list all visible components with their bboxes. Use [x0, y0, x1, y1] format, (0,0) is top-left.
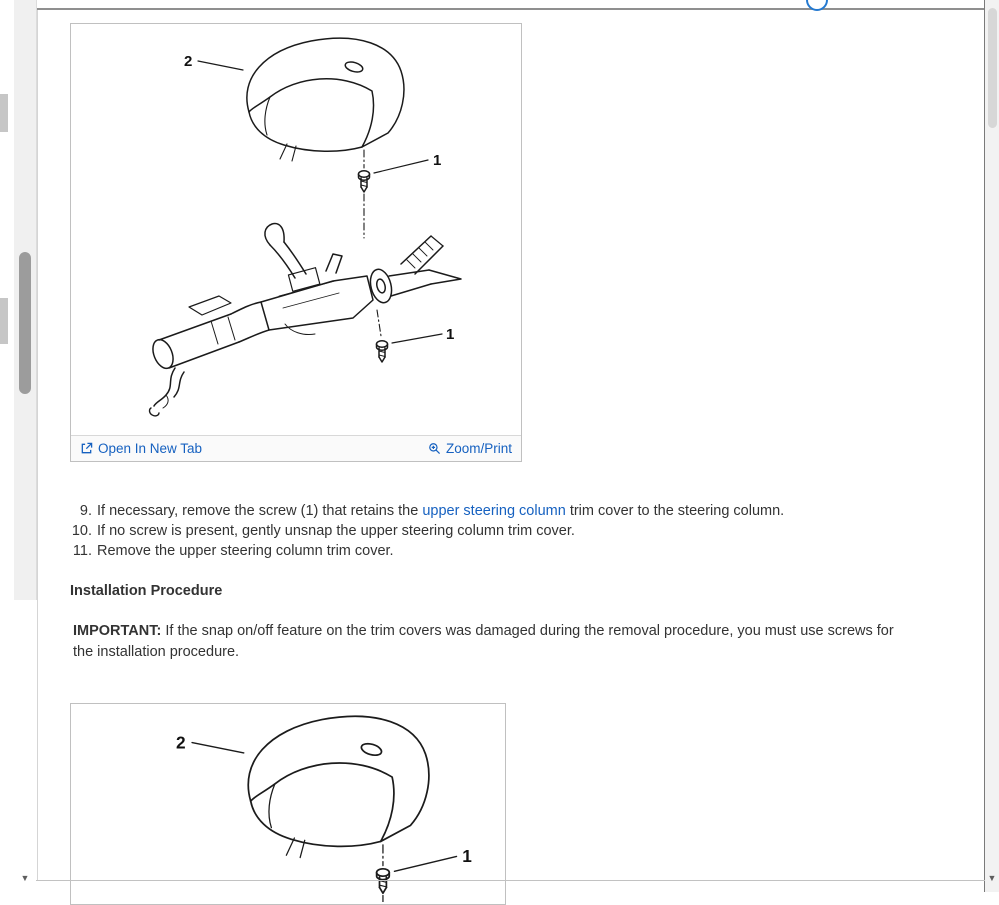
step-number: 10. — [71, 523, 92, 539]
open-in-new-icon — [80, 442, 93, 455]
left-panel-edge — [0, 94, 8, 132]
open-in-new-tab-link[interactable] — [80, 441, 202, 456]
step-text: Remove the upper steering column trim cover. — [97, 543, 394, 559]
top-frame-border — [36, 8, 984, 10]
zoom-print-link[interactable] — [428, 441, 512, 456]
steering-column-diagram-cropped — [71, 704, 503, 902]
procedure-text — [70, 501, 910, 663]
upper-steering-column-link[interactable]: upper steering column — [422, 503, 566, 519]
zoom-print-label: Zoom/Print — [445, 441, 512, 456]
step-text: trim cover to the steering column. — [565, 503, 785, 519]
step-10 — [70, 521, 910, 541]
step-11 — [70, 541, 910, 561]
step-text: If necessary, remove the screw (1) that retains the — [97, 503, 423, 519]
right-scrollbar-track[interactable] — [984, 0, 999, 892]
right-scrollbar-thumb[interactable] — [988, 8, 997, 128]
step-number: 9. — [79, 503, 92, 519]
scroll-down-icon[interactable]: ▼ — [987, 873, 997, 883]
scroll-down-icon[interactable]: ▼ — [20, 873, 30, 883]
important-note — [70, 621, 909, 663]
step-number: 11. — [72, 543, 92, 559]
steering-column-diagram — [71, 24, 519, 432]
left-scrollbar-thumb[interactable] — [19, 252, 31, 394]
step-9 — [70, 501, 910, 521]
open-in-new-tab-label: Open In New Tab — [98, 441, 203, 456]
zoom-icon — [428, 442, 441, 455]
figure-toolbar — [71, 435, 521, 461]
bottom-frame-border — [36, 880, 985, 881]
left-panel-edge — [0, 298, 8, 344]
steering-column-figure-2 — [70, 703, 506, 905]
step-text: If no screw is present, gently unsnap the upper steering column trim cover. — [97, 523, 575, 539]
important-label: IMPORTANT: — [73, 623, 162, 639]
content-left-border — [37, 10, 38, 880]
installation-procedure-heading: Installation Procedure — [70, 583, 223, 599]
steering-column-figure-1 — [70, 23, 522, 462]
important-text: If the snap on/off feature on the trim covers was damaged during the removal procedure, you must use screws for the installation procedure. — [73, 623, 894, 660]
